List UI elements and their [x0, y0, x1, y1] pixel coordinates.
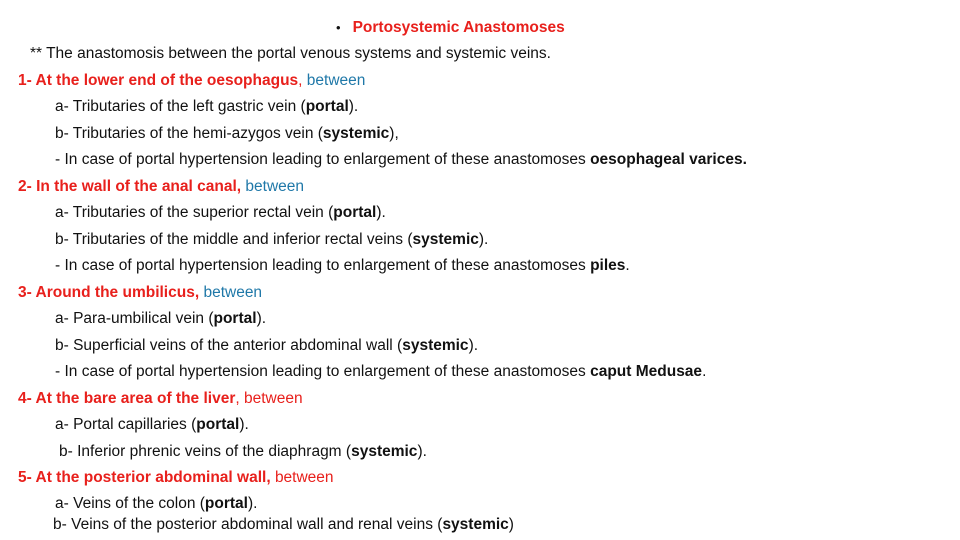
site-heading-text: 5- At the posterior abdominal wall,: [18, 469, 271, 486]
item-bold: systemic: [351, 443, 418, 460]
item-bold: portal: [333, 204, 377, 221]
site-heading-2: [18, 178, 304, 196]
title-text: Portosystemic Anastomoses: [352, 19, 565, 36]
site-heading-separator: ,: [235, 390, 244, 407]
between-label: between: [203, 284, 263, 301]
item-bold: systemic: [402, 337, 469, 354]
item-bold: portal: [213, 310, 257, 327]
item-text: a- Tributaries of the left gastric vein (: [55, 98, 306, 115]
item-suffix: ).: [478, 231, 489, 248]
item-bold: portal: [305, 98, 349, 115]
site-heading-1: [18, 72, 365, 90]
item-text: a- Para-umbilical vein (: [55, 310, 214, 327]
site-heading-3: [18, 284, 262, 302]
item-bold: caput Medusae: [590, 363, 703, 380]
item-text: - In case of portal hypertension leading to enlargement of these anastomoses: [55, 363, 591, 380]
intro-text: ** The anastomosis between the portal venous systems and systemic veins.: [30, 45, 551, 62]
between-label: between: [274, 469, 334, 486]
item-text: b- Superficial veins of the anterior abdominal wall (: [55, 337, 403, 354]
list-item: [55, 416, 249, 434]
item-suffix: ).: [468, 337, 479, 354]
item-suffix: ).: [348, 98, 359, 115]
site-heading-text: 2- In the wall of the anal canal,: [18, 178, 242, 195]
item-text: a- Veins of the colon (: [55, 495, 205, 512]
item-bold: oesophageal varices.: [590, 151, 747, 168]
site-heading-separator: ,: [298, 72, 307, 89]
list-item: [53, 516, 514, 534]
between-label: between: [245, 178, 304, 195]
item-suffix: ),: [389, 125, 399, 142]
item-bold: piles: [590, 257, 626, 274]
item-suffix: ).: [256, 310, 267, 327]
between-label: between: [243, 390, 303, 407]
list-item: [55, 151, 747, 169]
item-text: b- Inferior phrenic veins of the diaphragm (: [59, 443, 352, 460]
item-text: b- Veins of the posterior abdominal wall and renal veins (: [53, 516, 443, 533]
list-item: [55, 231, 488, 249]
list-item: [55, 363, 706, 381]
between-label: between: [306, 72, 366, 89]
list-item: [55, 204, 386, 222]
list-item: [55, 495, 257, 513]
item-text: a- Tributaries of the superior rectal vein (: [55, 204, 334, 221]
list-item: [55, 337, 478, 355]
list-item: [55, 310, 266, 328]
item-suffix: ): [508, 516, 514, 533]
site-heading-4: [18, 390, 303, 408]
item-suffix: ).: [247, 495, 258, 512]
list-item: [55, 125, 399, 143]
item-suffix: ).: [376, 204, 386, 221]
item-text: - In case of portal hypertension leading to enlargement of these anastomoses: [55, 257, 591, 274]
item-text: b- Tributaries of the hemi-azygos vein (: [55, 125, 323, 142]
item-text: - In case of portal hypertension leading to enlargement of these anastomoses: [55, 151, 591, 168]
list-item: [59, 443, 427, 461]
item-suffix: ).: [239, 416, 249, 433]
page-title: [336, 19, 565, 37]
site-heading-text: 4- At the bare area of the liver: [18, 390, 236, 407]
bullet-icon: •: [336, 20, 341, 35]
item-bold: portal: [204, 495, 248, 512]
site-heading-text: 3- Around the umbilicus,: [18, 284, 200, 301]
item-bold: portal: [196, 416, 240, 433]
list-item: [55, 257, 630, 275]
item-suffix: .: [702, 363, 707, 380]
item-suffix: ).: [417, 443, 427, 460]
item-text: b- Tributaries of the middle and inferior rectal veins (: [55, 231, 413, 248]
list-item: [55, 98, 358, 116]
site-heading-5: [18, 469, 334, 487]
item-text: a- Portal capillaries (: [55, 416, 197, 433]
item-bold: systemic: [322, 125, 390, 142]
site-heading-text: 1- At the lower end of the oesophagus: [18, 72, 299, 89]
item-bold: systemic: [412, 231, 479, 248]
item-bold: systemic: [442, 516, 509, 533]
item-suffix: .: [625, 257, 630, 274]
